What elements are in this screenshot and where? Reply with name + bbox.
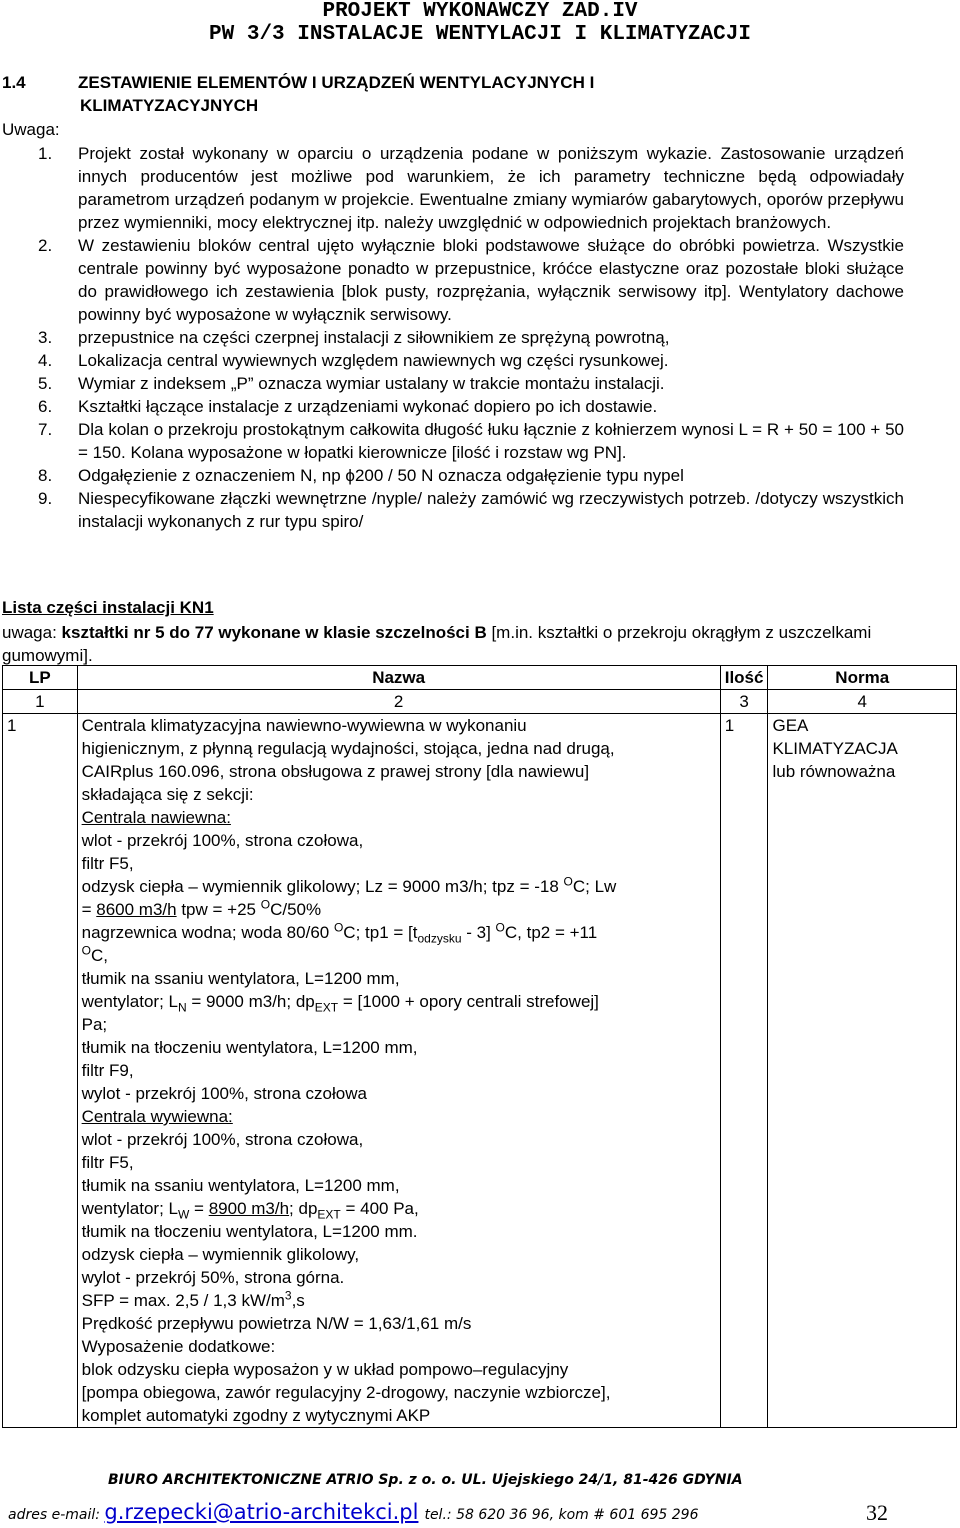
footer-phones: tel.: 58 620 36 96, kom # 601 695 296 [424, 1507, 699, 1523]
desc-subheading-exhaust: Centrala wywiewna: [81, 1107, 233, 1126]
doc-header-line1: PROJEKT WYKONAWCZY ZAD.IV [322, 0, 638, 23]
section-title-line2: KLIMATYZACYJNYCH [80, 96, 259, 115]
col-header-lp: LP [3, 666, 78, 690]
degree-mark: O [81, 943, 91, 958]
note-number: 5. [38, 374, 53, 393]
desc-frag: C; Lw [572, 877, 617, 896]
degree-mark: O [333, 920, 344, 935]
desc-frag-underlined: 8900 m3/h [208, 1199, 290, 1218]
footer-contact [8, 1500, 699, 1524]
note-text: Odgałęzienie z oznaczeniem N, np ϕ200 / 50 N oznacza odgałęzienie typu nypel [78, 466, 684, 485]
note-item [0, 326, 904, 349]
index-cell: 3 [720, 690, 768, 714]
desc-frag: C, tp2 = +11 [504, 923, 598, 942]
desc-frag: SFP = max. 2,5 / 1,3 kW/m [81, 1291, 285, 1310]
desc-frag: odzysk ciepła – wymiennik glikolowy; Lz = 9000 m3/h; tpz = -18 [81, 877, 564, 896]
parts-note-bold: kształtki nr 5 do 77 wykonane w klasie szczelności B [61, 623, 487, 642]
desc-line [82, 1289, 716, 1312]
subscript: W [178, 1207, 190, 1222]
desc-line [82, 875, 716, 898]
desc-frag: nagrzewnica wodna; woda 80/60 [81, 923, 334, 942]
table-header-row [3, 666, 957, 690]
norma-line: KLIMATYZACJA [772, 739, 898, 758]
desc-frag: wentylator; L [81, 1199, 178, 1218]
desc-line: tłumik na tłoczeniu wentylatora, L=1200 mm. [81, 1222, 418, 1241]
note-item [0, 487, 904, 533]
note-item [0, 349, 904, 372]
index-cell: 2 [77, 690, 720, 714]
note-text: Kształtki łączące instalacje z urządzeniami wykonać dopiero po ich dostawie. [78, 397, 658, 416]
desc-line [82, 944, 716, 967]
note-number: 1. [38, 144, 53, 163]
note-text: Wymiar z indeksem „P” oznacza wymiar ustalany w trakcie montażu instalacji. [78, 374, 665, 393]
note-text: Lokalizacja central wywiewnych względem nawiewnych wg części rysunkowej. [78, 351, 669, 370]
desc-line: wlot - przekrój 100%, strona czołowa, [81, 1130, 364, 1149]
desc-frag: - 3] [461, 923, 496, 942]
note-item [0, 418, 904, 464]
desc-line: CAIRplus 160.096, strona obsługowa z prawej strony [dla nawiewu] [81, 762, 590, 781]
section-title-line1: ZESTAWIENIE ELEMENTÓW I URZĄDZEŃ WENTYLACYJNYCH I [78, 73, 595, 92]
footer-email-link[interactable]: g.rzepecki@atrio-architekci.pl [104, 1500, 419, 1524]
desc-frag: = [1000 + opory centrali strefowej] [338, 992, 599, 1011]
desc-line: odzysk ciepła – wymiennik glikolowy, [81, 1245, 360, 1264]
table-row [3, 714, 957, 1428]
note-number: 6. [38, 397, 53, 416]
note-number: 2. [38, 236, 53, 255]
desc-line: filtr F9, [81, 1061, 134, 1080]
desc-line: wylot - przekrój 100%, strona czołowa [81, 1084, 367, 1103]
desc-frag: C, [90, 946, 108, 965]
note-number: 4. [38, 351, 53, 370]
subscript: EXT [317, 1207, 341, 1222]
parts-table [2, 665, 957, 1428]
desc-line: [pompa obiegowa, zawór regulacyjny 2-drogowy, naczynie wzbiorcze], [81, 1383, 611, 1402]
desc-line: Prędkość przepływu powietrza N/W = 1,63/1,61 m/s [81, 1314, 472, 1333]
degree-mark: O [260, 897, 271, 912]
desc-line: wlot - przekrój 100%, strona czołowa, [81, 831, 364, 850]
note-item [0, 395, 904, 418]
desc-line [82, 1197, 716, 1220]
desc-frag: = 9000 m3/h; dp [186, 992, 315, 1011]
parts-list-title: Lista części instalacji KN1 [2, 598, 214, 617]
note-item [0, 142, 904, 234]
note-text: W zestawieniu bloków central ujęto wyłącznie bloki podstawowe służące do obróbki powietrza. Wszystkie centrale powinny być wyposażone ponadto w przepustnice, króćce elastyczne oraz pozostałe bloki służące do prawidłowego ich zestawienia [blok pusty, rozprężania, wyłącznik serwisowy itp]. Wentylatory dachowe powinny być wyposażone w wyłącznik serwisowy. [78, 236, 904, 324]
subscript: EXT [314, 1000, 339, 1015]
notes-list [0, 142, 960, 533]
desc-subheading-supply: Centrala nawiewna: [81, 808, 231, 827]
desc-frag: ,s [291, 1291, 305, 1310]
desc-line: Wyposażenie dodatkowe: [81, 1337, 276, 1356]
desc-line: tłumik na ssaniu wentylatora, L=1200 mm, [81, 969, 400, 988]
desc-frag: = [81, 900, 97, 919]
desc-line: składająca się z sekcji: [81, 785, 254, 804]
parts-list-note [2, 621, 952, 667]
page-number: 32 [866, 1500, 888, 1525]
row-nazwa [77, 714, 720, 1428]
col-header-nazwa: Nazwa [77, 666, 720, 690]
desc-line: komplet automatyki zgodny z wytycznymi AKP [81, 1406, 431, 1425]
note-number: 9. [38, 489, 53, 508]
uwaga-label: Uwaga: [2, 120, 60, 139]
footer-company: BIURO ARCHITEKTONICZNE ATRIO Sp. z o. o. UL. Ujejskiego 24/1, 81-426 GDYNIA [108, 1472, 743, 1488]
desc-frag: = 400 Pa, [340, 1199, 419, 1218]
desc-line [82, 990, 716, 1013]
parts-note-rest: [m.in. kształtki o przekroju okrągłym z uszczelkami gumowymi]. [2, 623, 872, 665]
note-text: Projekt został wykonany w oparciu o urządzenia podane w poniższym wykazie. Zastosowanie urządzeń innych producentów jest możliwe pod warunkiem, że ich parametry techniczne będą odpowiadały parametrom urządzeń podanym w projekcie. Ewentualne zmiany wymiarów gabarytowych, oporów przepływu przez wymienniki, mocy elektrycznej itp. należy uwzględnić w odpowiednich projektach branżowych. [78, 144, 904, 232]
desc-frag: C/50% [270, 900, 322, 919]
desc-line: tłumik na ssaniu wentylatora, L=1200 mm, [81, 1176, 400, 1195]
norma-line: lub równoważna [772, 762, 896, 781]
row-norma [768, 714, 957, 1428]
doc-header-line2: PW 3/3 INSTALACJE WENTYLACJI I KLIMATYZACJI [209, 23, 751, 46]
desc-frag: wentylator; L [81, 992, 178, 1011]
note-number: 7. [38, 420, 53, 439]
norma-line: GEA [772, 716, 809, 735]
note-item [0, 234, 904, 326]
desc-frag: tpw = +25 [176, 900, 261, 919]
desc-line: higienicznym, z płynną regulacją wydajności, stojąca, jedna nad drugą, [81, 739, 615, 758]
parts-note-prefix: uwaga: [2, 623, 62, 642]
note-item [0, 464, 904, 487]
note-item [0, 372, 904, 395]
note-text: przepustnice na części czerpnej instalacji z siłownikiem ze sprężyną powrotną, [78, 328, 670, 347]
desc-frag-underlined: 8600 m3/h [96, 900, 177, 919]
note-text: Dla kolan o przekroju prostokątnym całkowita długość łuku łącznie z kołnierzem wynosi L = R + 50 = 100 + 50 = 150. Kolana wyposażone w łopatki kierownicze [ilość i rozstaw wg PN]. [78, 420, 904, 462]
desc-frag: C; tp1 = [t [343, 923, 418, 942]
desc-line [82, 898, 716, 921]
desc-line: filtr F5, [81, 1153, 134, 1172]
footer-email-label: adres e-mail: [8, 1507, 105, 1523]
desc-line: filtr F5, [81, 854, 134, 873]
index-cell: 1 [3, 690, 78, 714]
col-header-norma: Norma [768, 666, 957, 690]
degree-mark: O [495, 920, 505, 935]
superscript: 3 [284, 1288, 292, 1303]
desc-line: Centrala klimatyzacyjna nawiewno-wywiewna w wykonaniu [81, 716, 527, 735]
index-cell: 4 [768, 690, 957, 714]
section-number: 1.4 [2, 73, 26, 92]
desc-frag: = [189, 1199, 209, 1218]
desc-frag: ; dp [289, 1199, 318, 1218]
table-index-row [3, 690, 957, 714]
degree-mark: O [563, 874, 573, 889]
note-number: 8. [38, 466, 53, 485]
desc-line: tłumik na tłoczeniu wentylatora, L=1200 mm, [81, 1038, 418, 1057]
desc-line: Pa; [81, 1015, 108, 1034]
row-lp: 1 [3, 714, 78, 1428]
row-qty: 1 [720, 714, 768, 1428]
section-heading [2, 71, 902, 117]
note-text: Niespecyfikowane złączki wewnętrzne /nyple/ należy zamówić wg rzeczywistych potrzeb. /dotyczy wszystkich instalacji wykonanych z rur typu spiro/ [78, 489, 904, 531]
desc-line: blok odzysku ciepła wyposażon y w układ pompowo–regulacyjny [81, 1360, 569, 1379]
desc-line: wylot - przekrój 50%, strona górna. [81, 1268, 345, 1287]
desc-line [82, 921, 716, 944]
col-header-ilosc: Ilość [720, 666, 768, 690]
subscript: odzysku [417, 931, 462, 946]
subscript: N [178, 1000, 187, 1015]
note-number: 3. [38, 328, 53, 347]
